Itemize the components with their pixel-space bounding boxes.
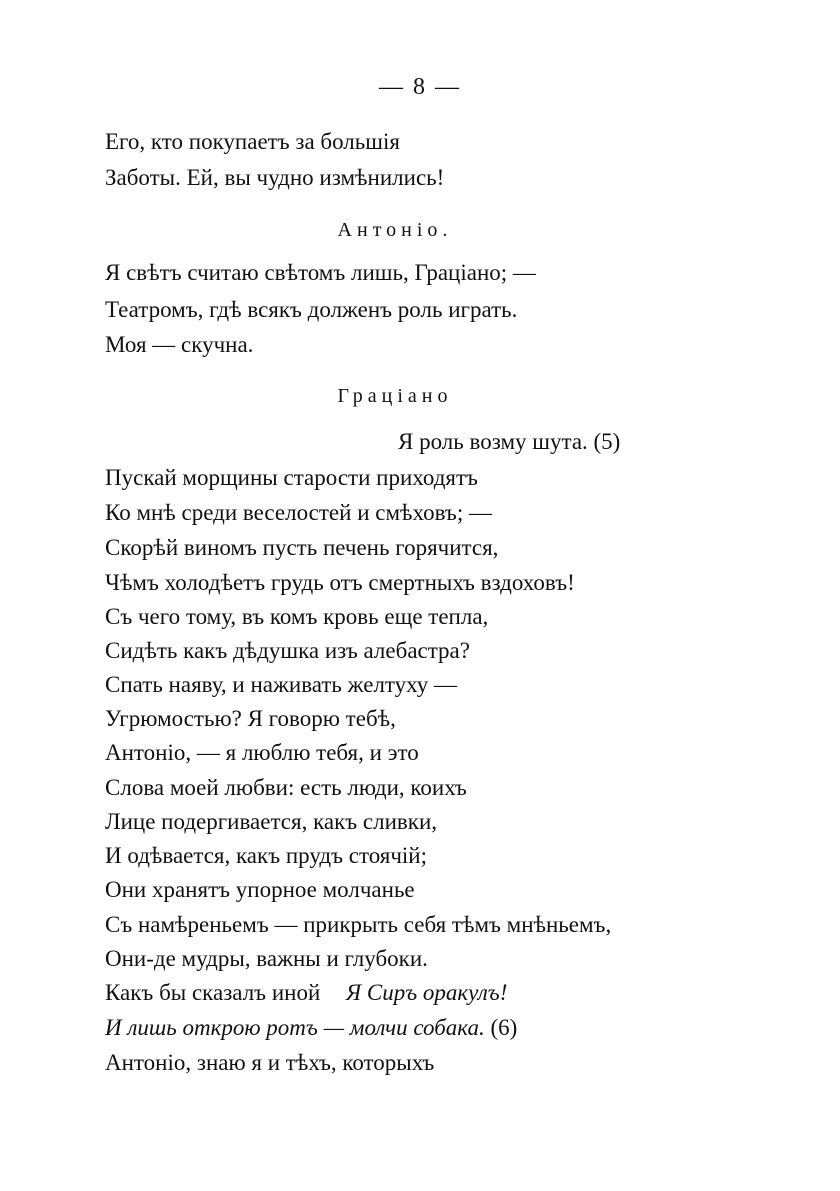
verse-line: [105, 980, 507, 1006]
verse-line: Спать наяву, и наживать желтуху —: [105, 672, 458, 697]
verse-line: Я свѣтъ считаю свѣтомъ лишь, Граціано; —: [105, 260, 536, 285]
page-number: — 8 —: [379, 74, 461, 100]
verse-line: Я роль возму шута. (5): [398, 429, 621, 454]
verse-line: Антоніо, знаю я и тѣхъ, которыхъ: [105, 1050, 435, 1075]
italic-quote: И лишь открою ротъ — молчи собака.: [105, 1015, 485, 1040]
verse-line: [105, 1015, 517, 1041]
verse-line: Моя — скучна.: [105, 332, 254, 357]
verse-line: И одѣвается, какъ прудъ стоячій;: [105, 843, 427, 868]
verse-line: Заботы. Ей, вы чудно измѣнились!: [105, 165, 445, 190]
verse-line: Ко мнѣ среди веселостей и смѣховъ; —: [105, 500, 492, 525]
verse-line: Они хранятъ упорное молчанье: [105, 877, 415, 902]
verse-line: Его, кто покупаетъ за большія: [105, 129, 400, 154]
verse-line: Они-де мудры, важны и глубоки.: [105, 946, 428, 971]
italic-quote: Я Сиръ оракулъ!: [346, 980, 508, 1005]
verse-fragment: Какъ бы сказалъ иной: [105, 980, 321, 1005]
verse-line: Угрюмостью? Я говорю тебѣ,: [105, 706, 396, 731]
verse-line: Слова моей любви: есть люди, коихъ: [105, 775, 467, 800]
verse-line: Чѣмъ холодѣетъ грудь отъ смертныхъ вздоховъ!: [105, 570, 575, 595]
verse-line: Пускай морщины старости приходятъ: [105, 465, 478, 490]
verse-line: Съ намѣреньемъ — прикрыть себя тѣмъ мнѣньемъ,: [105, 912, 612, 937]
speaker-heading-antonio: Антоніо.: [337, 219, 453, 241]
speaker-heading-graziano: Граціано: [337, 385, 453, 407]
verse-line: Скорѣй виномъ пусть печень горячится,: [105, 535, 499, 560]
verse-line: Лице подергивается, какъ сливки,: [105, 809, 438, 834]
verse-line: Сидѣть какъ дѣдушка изъ алебастра?: [105, 638, 470, 663]
verse-line: Театромъ, гдѣ всякъ долженъ роль играть.: [105, 297, 518, 322]
verse-line: Антоніо, — я люблю тебя, и это: [105, 740, 419, 765]
footnote-marker: (6): [490, 1015, 518, 1040]
verse-line: Съ чего тому, въ комъ кровь еще тепла,: [105, 604, 489, 629]
